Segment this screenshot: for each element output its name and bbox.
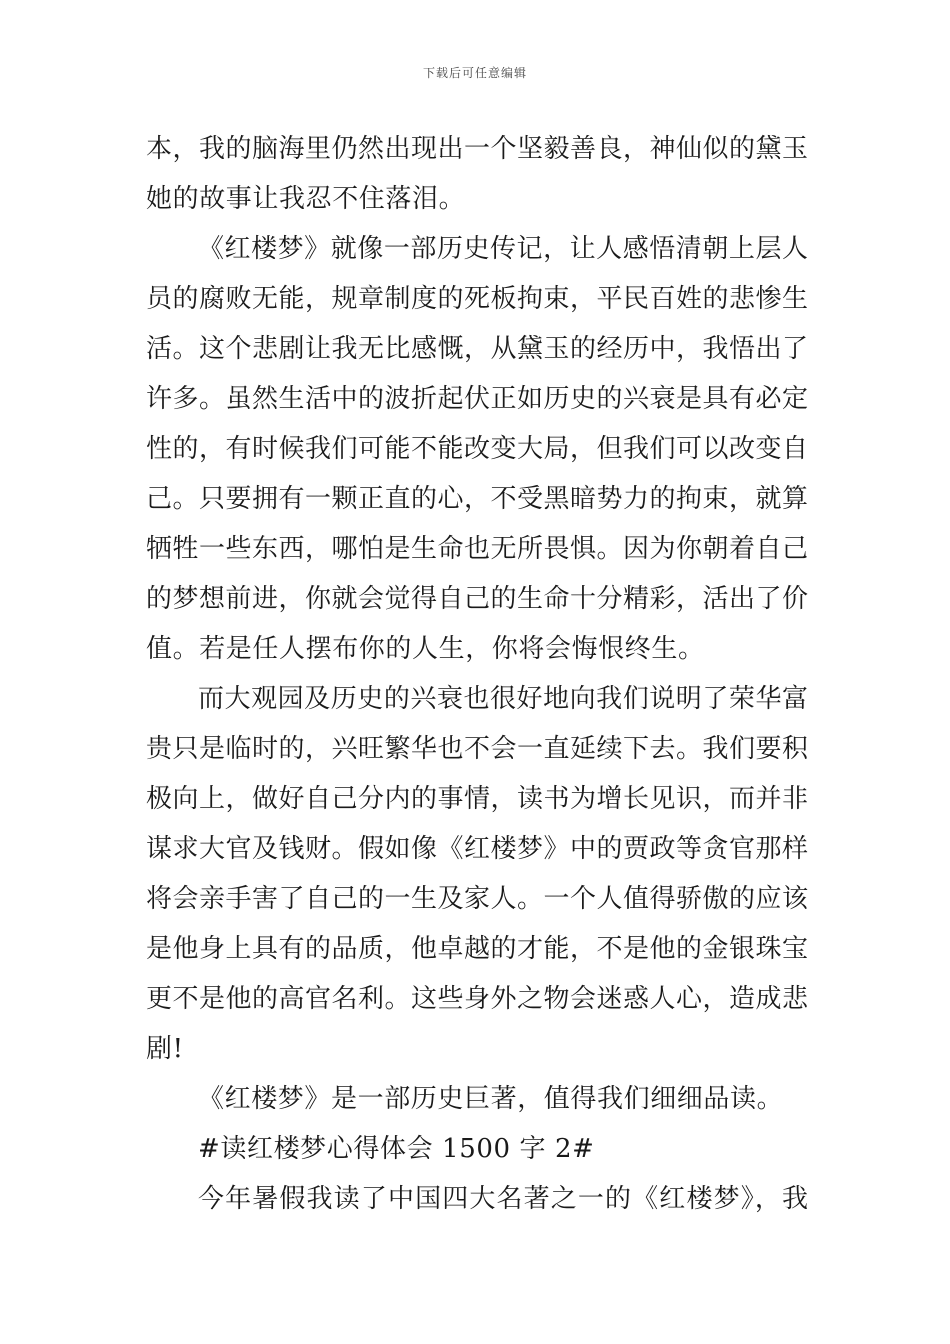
- text-line: 许多。虽然生活中的波折起伏正如历史的兴衰是具有必定: [146, 384, 808, 414]
- page-header-note: 下载后可任意编辑: [422, 66, 527, 80]
- text-line: 牺牲一些东西，哪怕是生命也无所畏惧。因为你朝着自己: [146, 534, 808, 564]
- text-line: 今年暑假我读了中国四大名著之一的《红楼梦》，我: [198, 1184, 808, 1214]
- document-body: [146, 124, 808, 1224]
- text-line: 而大观园及历史的兴衰也很好地向我们说明了荣华富: [198, 684, 808, 714]
- text-line: 贵只是临时的，兴旺繁华也不会一直延续下去。我们要积: [146, 734, 808, 764]
- text-line: 将会亲手害了自己的一生及家人。一个人值得骄傲的应该: [146, 884, 808, 914]
- text-line: 《红楼梦》是一部历史巨著，值得我们细细品读。: [198, 1084, 784, 1114]
- text-line: 剧!: [146, 1034, 184, 1064]
- text-line: 性的，有时候我们可能不能改变大局，但我们可以改变自: [146, 434, 808, 464]
- text-line: 更不是他的高官名利。这些身外之物会迷惑人心，造成悲: [146, 984, 808, 1014]
- text-line: 的梦想前进，你就会觉得自己的生命十分精彩，活出了价: [146, 584, 808, 614]
- text-line: 她的故事让我忍不住落泪。: [146, 184, 466, 214]
- text-line: 值。若是任人摆布你的人生，你将会悔恨终生。: [146, 634, 705, 664]
- text-line: 《红楼梦》就像一部历史传记，让人感悟清朝上层人: [198, 234, 808, 264]
- text-line: 本，我的脑海里仍然出现出一个坚毅善良，神仙似的黛玉: [146, 134, 808, 164]
- text-line: 是他身上具有的品质，他卓越的才能，不是他的金银珠宝: [146, 934, 808, 964]
- text-line: 员的腐败无能，规章制度的死板拘束，平民百姓的悲惨生: [146, 284, 808, 314]
- text-line: 己。只要拥有一颗正直的心，不受黑暗势力的拘束，就算: [146, 484, 808, 514]
- section-heading: #读红楼梦心得体会 1500 字 2#: [198, 1134, 595, 1164]
- text-line: 谋求大官及钱财。假如像《红楼梦》中的贾政等贪官那样: [146, 834, 808, 864]
- text-line: 极向上，做好自己分内的事情，读书为增长见识，而并非: [146, 784, 808, 814]
- text-line: 活。这个悲剧让我无比感慨，从黛玉的经历中，我悟出了: [146, 334, 808, 364]
